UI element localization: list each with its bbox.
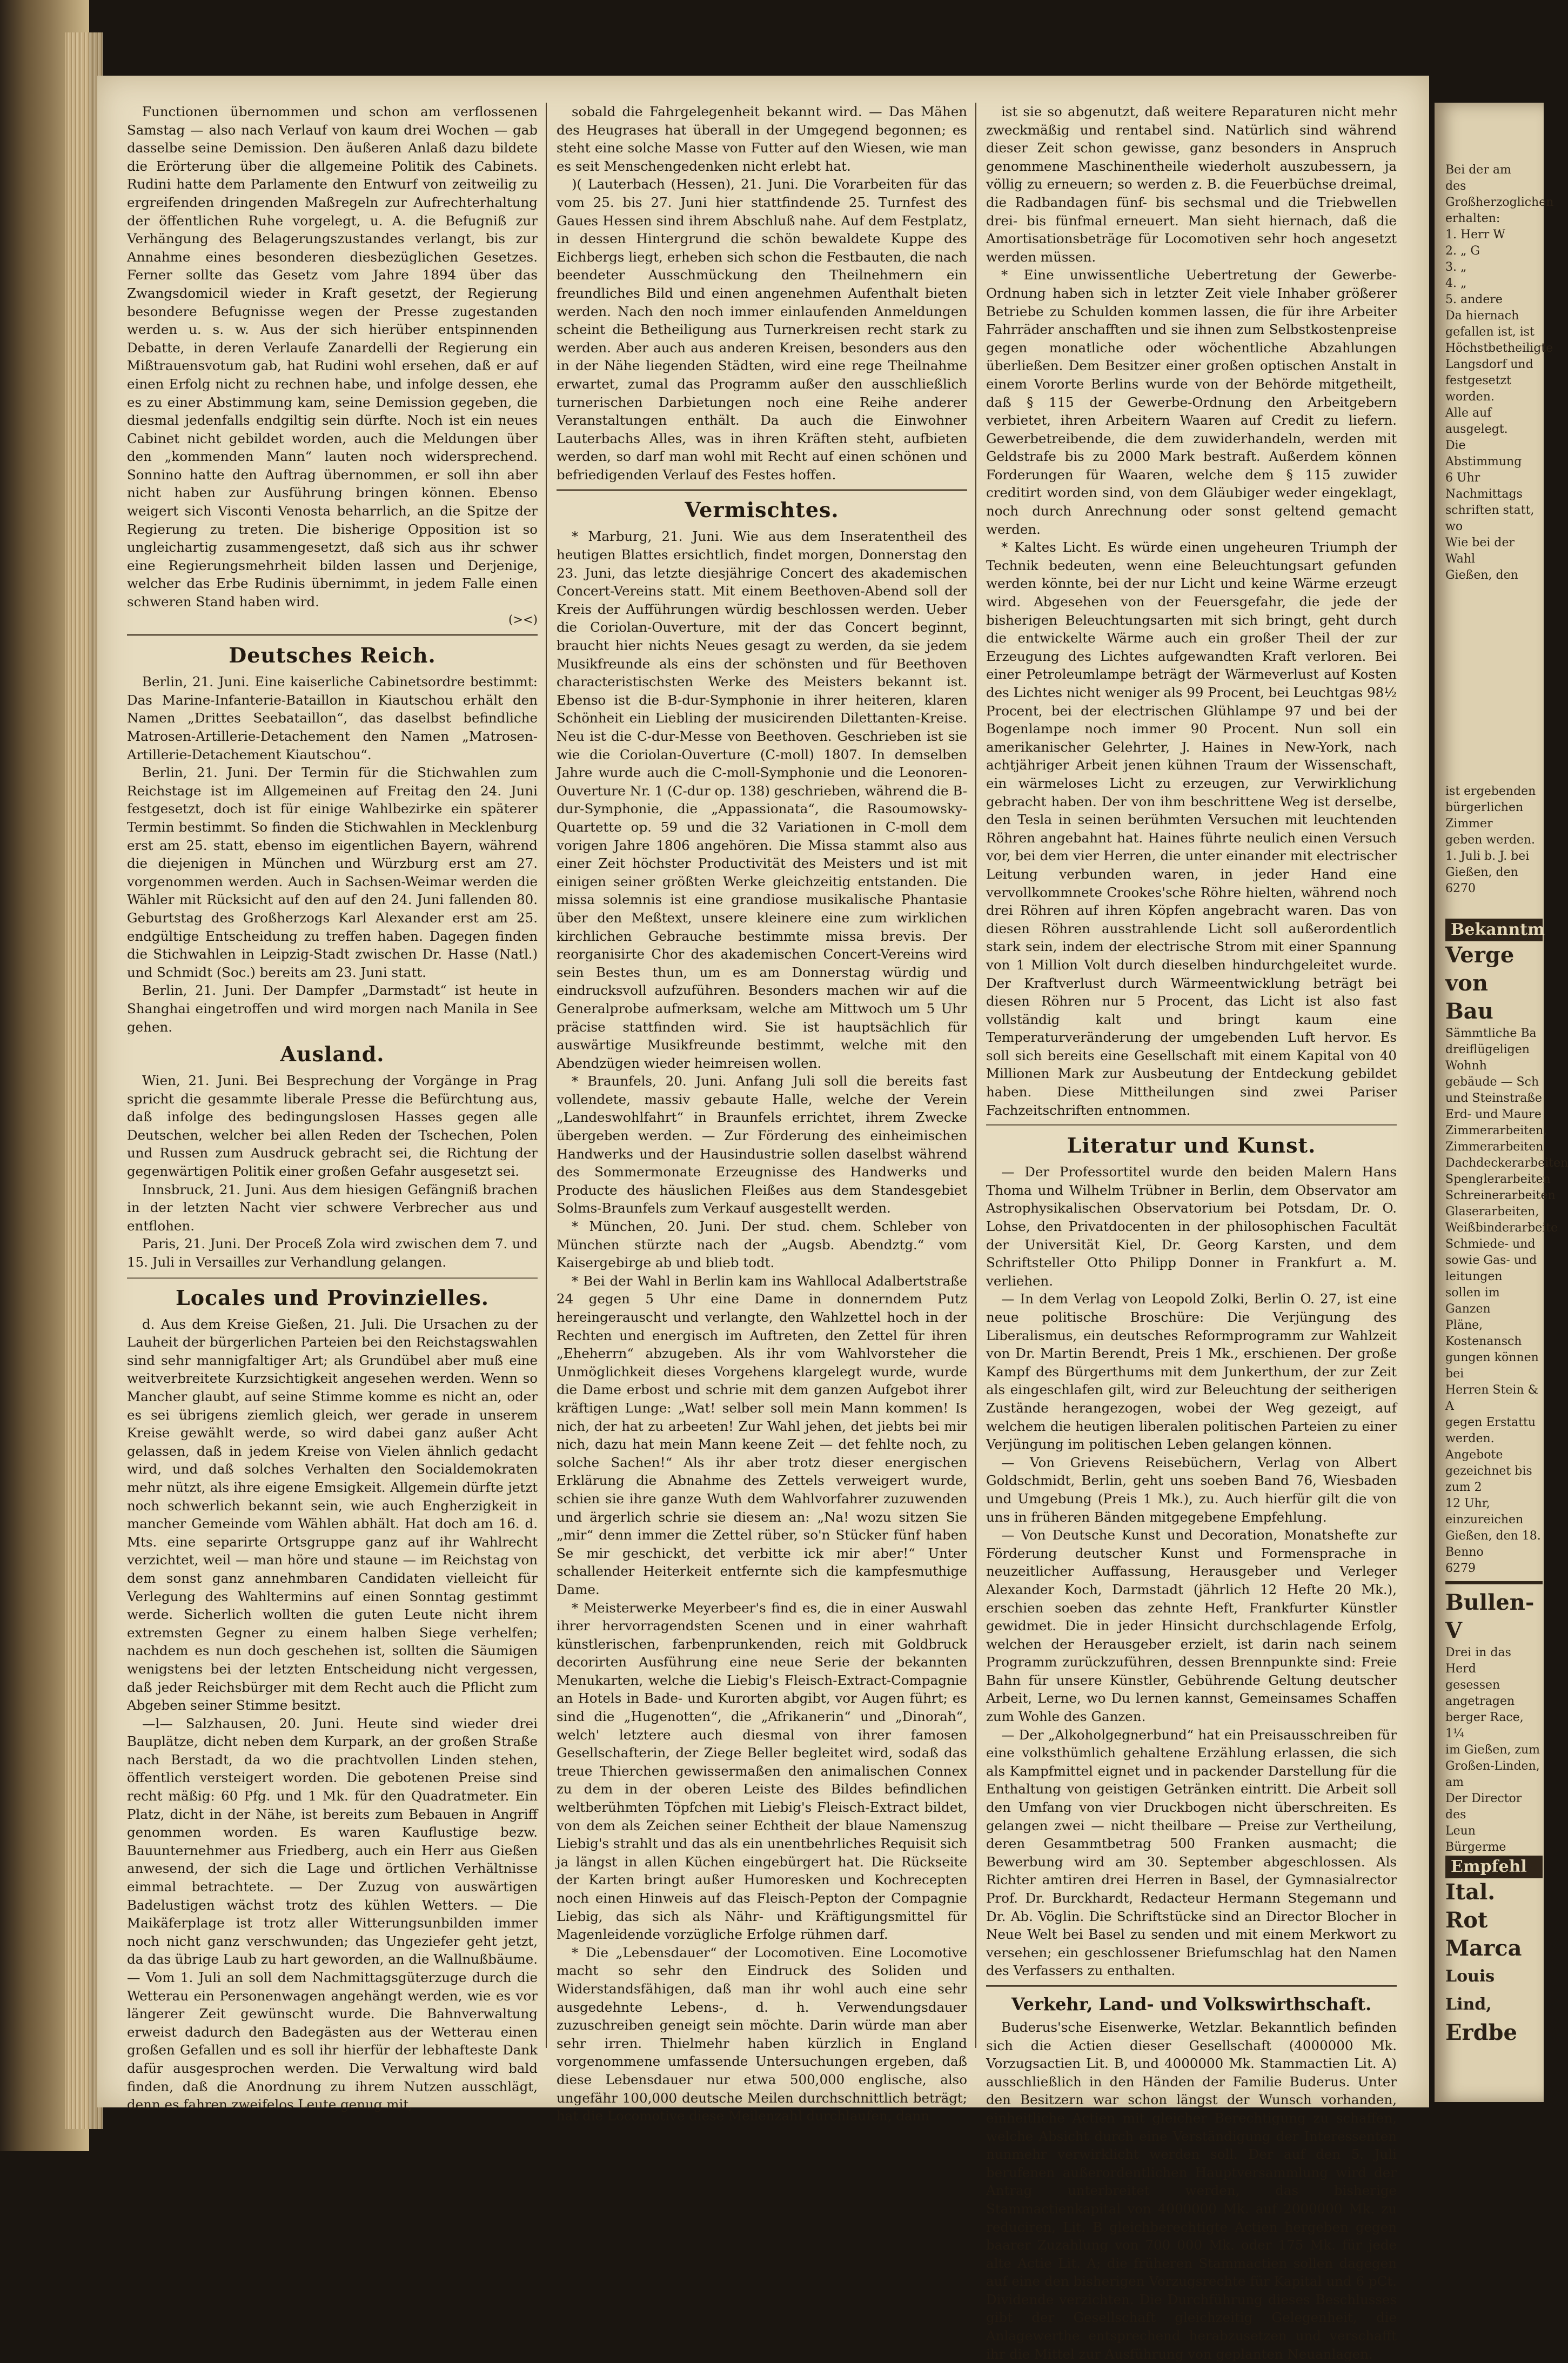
article-text: * Bei der Wahl in Berlin kam ins Wahllocal Adalbertstraße 24 gegen 5 Uhr eine Dame in donnerndem Putz hereingerauscht und verlangte, den Wahlzettel hoch in der Rechten und energisch im Auftreten, den Zettel für ihren „Eheherrn“ abzugeben. Als ihr vom Wahlvorsteher die Unmöglichkeit dieses Vorgehens klargelegt wurde, wurde die Dame erbost und schrie mit dem ganzen Aufgebot ihrer kräftigen Lunge: „Wat! selber soll mein Mann kommen! Is nich, der hat zu arbeeten! Zur Wahl jehen, det jiebts bei mir nich, dazu hat mein Mann keene Zeit — det fehlte noch, zu solche Sachen!“ Als ihr aber trotz dieser energischen Erklärung die Abnahme des Zettels verweigert wurde, schien sie ihre ganze Wuth dem Wahlvorfahrer zuzuwenden und ärgerlich schrie sie diesem an: „Na! wozu sitzen Sie „mir“ denn immer die Zettel rüber, so'n Stücker fünf haben Se mir geschickt, det verbitte ick mir aber!“ Unter schallender Heiterkeit entfernte sich die kampfesmuthige Dame. — [557, 1273, 967, 1597]
facing-line: 6 Uhr Nachmittags — [1445, 471, 1523, 501]
facing-line: 1. Herr W — [1445, 228, 1505, 242]
ad-text — [1445, 1026, 1568, 1577]
article-text: Berlin, 21. Juni. Der Termin für die Stichwahlen zum Reichstage ist im Allgemeinen auf Freitag den 24. Juni festgesetzt, doch ist für einige Wahlbezirke ein späterer Termin bestimmt. So finden die Stichwahlen in Mecklenburg erst am 25. statt, ebenso im eigentlichen Bayern, während die diejenigen in München und Würzburg erst am 27. vorgenommen werden. Auch in Sachsen-Weimar werden die Wähler mit Rücksicht auf den auf den 24. Juni fallenden 80. Geburtstag des Großherzogs Karl Alexander erst am 25. endgültige Entscheidung zu treffen haben. Dagegen finden die Stichwahlen in Leipzig-Stadt zwischen Dr. Hasse (Natl.) und Schmidt (Soc.) bereits am 23. Juni statt. — [127, 765, 538, 980]
column-3 — [986, 103, 1397, 2362]
divider — [557, 489, 967, 491]
facing-line: geben werden. — [1445, 833, 1535, 847]
facing-line: Leun — [1445, 1824, 1476, 1838]
section-heading: Locales und Provinzielles. — [175, 1285, 490, 1310]
divider — [1445, 1581, 1543, 1584]
ad-title: Bullen-V — [1445, 1590, 1535, 1643]
facing-line: Alle auf — [1445, 406, 1492, 420]
facing-line: Bürgerme — [1445, 1840, 1506, 1854]
facing-page-fragment — [1435, 103, 1568, 2102]
facing-line: Drei in das Herd — [1445, 1646, 1511, 1676]
ad-heading: Empfehl — [1445, 1856, 1543, 1878]
article-text: Berlin, 21. Juni. Der Dampfer „Darmstadt“ ist heute in Shanghai eingetroffen und wird morgen nach Manila in See gehen. — [127, 982, 538, 1035]
divider — [986, 1124, 1397, 1126]
newspaper-page — [97, 76, 1429, 2362]
facing-line: dreiflügeligen Wohnh — [1445, 1043, 1530, 1073]
facing-line: 1. Juli b. J. bei — [1445, 849, 1530, 863]
article-text: ist sie so abgenutzt, daß weitere Reparaturen nicht mehr zweckmäßig und rentabel sind. Natürlich sind während dieser Zeit schon gewisse, ganz besonders in Anspruch genommene Maschinentheile wiederholt auszubessern, ja völlig zu erneuern; so werden z. B. die Feuerbüchse dreimal, die Radbandagen fünf- bis sechsmal und die Triebwellen drei- bis fünfmal erneuert. Man sieht hiernach, daß die Amortisationsbeträge für Locomotiven sehr hoch angesetzt werden müssen. — [986, 104, 1397, 265]
section-heading: Ausland. — [280, 1042, 385, 1067]
facing-line: Höchstbetheiligte — [1445, 342, 1553, 355]
facing-line: werden. Angebote — [1445, 1432, 1503, 1462]
facing-line: Herren Stein & A — [1445, 1383, 1539, 1413]
facing-line: Erd- und Maure — [1445, 1108, 1542, 1121]
article-text: )( Lauterbach (Hessen), 21. Juni. Die Vorarbeiten für das vom 25. bis 27. Juni hier stattfindende 25. Turnfest des Gaues Hessen sind ihrem Abschluß nahe. Auf dem Festplatz, in dessen Hintergrund die schön bewaldete Kuppe des Eichbergs liegt, erheben sich schon die Festbauten, die nach beendeter Ausschmückung den Theilnehmern ein freundliches Bild und einen angenehmen Aufenthalt bieten werden. Nach den noch immer einlaufenden Anmeldungen scheint die Betheiligung aus Turnerkreisen recht stark zu werden. Aber auch aus anderen Kreisen, besonders aus den in der Nähe liegenden Städten, wird eine rege Theilnahme erwartet, zumal das Programm außer den ausschließlich turnerischen Darbietungen noch eine Reihe anderer Veranstaltungen enthält. Da auch die Einwohner Lauterbachs Alles, was in ihren Kräften steht, aufbieten werden, so darf man wohl mit Recht auf einen schönen und befriedigenden Verlauf des Festes hoffen. — [557, 176, 967, 483]
article-text: * Kaltes Licht. Es würde einen ungeheuren Triumph der Technik bedeuten, wenn eine Beleuchtungsart gefunden werden könnte, bei der nur Licht und keine Wärme erzeugt wird. Abgesehen von der Feuersgefahr, die jede der bisherigen Beleuchtungsarten mit sich bringt, geht durch die entwickelte Wärme auch ein großer Theil der zur Erzeugung des Lichtes aufgewandten Kraft verloren. Bei einer Petroleumlampe beträgt der Wärmeverlust auf Kosten des Lichtes nicht weniger als 99 Procent, bei Leuchtgas 98½ Procent, bei der electrischen Glühlampe 97 und bei der Bogenlampe noch immer 90 Procent. Nun soll ein amerikanischer Gelehrter, J. Haines in New-York, nach achtjähriger Arbeit jenen kühnen Traum der Wissenschaft, ein wärmeloses Licht zu erzeugen, zur Verwirklichung gebracht haben. Der von ihm beschrittene Weg ist derselbe, den Tesla in seinen berühmten Versuchen mit leuchtenden Röhren angebahnt hat. Haines führte neulich einen Versuch vor, bei dem vier Herren, die unter einander mit electrischer Leitung verbunden waren, in jeder Hand eine vervollkommnete Crookes'sche Röhre hielten, während noch drei Röhren auf ihren Köpfen angebracht waren. Das von diesen Röhren ausstrahlende Licht soll außerordentlich stark sein, indem der electrische Strom mit einer Spannung von 1 Million Volt durch dieselben hindurchgeleitet wurde. Der Kraftverlust durch Wärmeentwicklung beträgt bei diesen Röhren nur 5 Procent, das Licht ist also fast vollständig kalt und bringt kaum eine Temperaturveränderung der umgebenden Luft hervor. Es soll sich bereits eine Gesellschaft mit einem Kapital von 40 Millionen Mark zur Ausbeutung der Entdeckung gebildet haben. Diese Mittheilungen sind zwei Pariser Fachzeitschriften entnommen. — [986, 539, 1397, 1118]
facing-line: festgesetzt worden. — [1445, 374, 1511, 404]
ad-title: Verge — [1445, 942, 1515, 968]
facing-line: Langsdorf und — [1445, 358, 1533, 371]
facing-line: 6270 — [1445, 882, 1476, 895]
article-text: —l— Salzhausen, 20. Juni. Heute sind wieder drei Bauplätze, dicht neben dem Kurpark, an der großen Straße nach Berstadt, da wo die prachtvollen Linden stehen, öffentlich versteigert worden. Die gebotenen Preise sind recht mäßig: 60 Pfg. und 1 Mk. für den Quadratmeter. Ein Platz, dicht in der Nähe, ist bereits zum Bebauen in Angriff genommen worden. Es waren Kauflustige bezw. Bauunternehmer aus Friedberg, auch ein Herr aus Gießen anwesend, der sich die Lage und örtlichen Verhältnisse eimmal betrachtete. — Der Zuzug von auswärtigen Badelustigen wächst trotz des kühlen Wetters. — Die Maikäferplage ist trotz aller Witterungsunbilden immer noch nicht ganz verschwunden; das Ungeziefer geht jetzt, da das übrige Laub zu hart geworden, an die Wallnußbäume. — Vom 1. Juli an soll dem Nachmittagsgüterzuge durch die Wetterau ein Personenwagen angehängt werden, wie es vor längerer Zeit gewünscht wurde. Die Bahnverwaltung erweist dadurch den Badegästen aus der Wetterau einen großen Gefallen und es soll ihr hierfür der lebhafteste Dank dafür ausgesprochen werden. Die Verwaltung wird bald finden, daß die Anordnung zu ihrem Nutzen ausschlägt, denn es fahren zweifelos Leute genug mit, — [127, 1715, 538, 2113]
ad-text — [1445, 1645, 1543, 1856]
article-text: — Von Grievens Reisebüchern, Verlag von Albert Goldschmidt, Berlin, geht uns soeben Band 76, Wiesbaden und Umgebung (Preis 1 Mk.), zu. Auch hierfür gilt die von uns in früheren Bänden mitgegebene Empfehlung. — [986, 1454, 1397, 1525]
facing-line: Sämmtliche Ba — [1445, 1027, 1537, 1040]
section-heading: Deutsches Reich. — [229, 643, 436, 668]
facing-ads — [1445, 919, 1568, 2047]
facing-line: sollen im Ganzen — [1445, 1286, 1500, 1316]
article-text: * München, 20. Juni. Der stud. chem. Schleber von München stürzte nach der „Augsb. Abendztg.“ vom Kaisergebirge ab und blieb todt. — [557, 1219, 967, 1271]
ad-title: Marca — [1445, 1936, 1522, 1961]
article-text: * Die „Lebensdauer“ der Locomotiven. Eine Locomotive macht so sehr den Eindruck des Soliden und Widerstandsfähigen, daß man ihr wohl auch eine sehr ausgedehnte Lebens-, d. h. Verwendungsdauer zuzuschreiben geneigt sein möchte. Darin würde man aber sehr irren. Thielmehr haben kürzlich in England vorgenommene umfassende Untersuchungen ergeben, daß diese Lebensdauer nur etwa 500,000 englische, also ungefähr 100,000 deutsche Meilen durchschnittlich beträgt; hat die Locomotive diese Meilenzahl durchlaufen, dann — [557, 1944, 967, 2124]
facing-line: 3. „ — [1445, 260, 1467, 274]
facing-line: gefallen ist, ist — [1445, 325, 1535, 339]
facing-line: im Gießen, zum — [1445, 1743, 1540, 1757]
article-text: Berlin, 21. Juni. Eine kaiserliche Cabinetsordre bestimmt: Das Marine-Infanterie-Bataillon in Kiautschou erhält den Namen „Drittes Seebataillon“, das daselbst befindliche Matrosen-Artillerie-Detachement den Namen „Matrosen-Artillerie-Detachement Kiautschou“. — [127, 674, 538, 762]
facing-line: Glaserarbeiten, — [1445, 1205, 1539, 1219]
facing-line: Wie bei der Wahl — [1445, 536, 1515, 566]
facing-line: gegen Erstattu — [1445, 1416, 1536, 1429]
ad-title: Ital. Rot — [1445, 1879, 1496, 1933]
divider — [127, 634, 538, 636]
ad-heading: Bekanntm — [1445, 919, 1543, 941]
facing-line: Großen-Linden, am — [1445, 1759, 1540, 1789]
facing-line: Zimmer — [1445, 817, 1493, 831]
article-text: — Von Deutsche Kunst und Decoration, Monatshefte zur Förderung deutscher Kunst und Formensprache in neuzeitlicher Auffassung, Herausgeber und Verleger Alexander Koch, Darmstadt (jährlich 12 Hefte 20 Mk.), erschien soeben das zehnte Heft, Frankfurter Künstler gewidmet. Die in jeder Hinsicht durchschlagende Erfolg, welchen der Herausgeber erzielt, ist darin nach seinem Programm zurückzuführen, dessen Brennpunkte sind: Freie Bahn für unsere Künstler, Gebührende Geltung deutscher Arbeit, Lerne, wo Du lernen kannst, Gemeinsames Schaffen zum Wohle des Ganzen. — [986, 1527, 1397, 1725]
facing-line: gesessen angetragen — [1445, 1678, 1515, 1708]
ad-title: Erdbe — [1445, 2020, 1517, 2045]
facing-line: 12 Uhr, einzureichen — [1445, 1497, 1524, 1527]
facing-line: Weißbinderarbeite — [1445, 1221, 1558, 1235]
facing-line: leitungen — [1445, 1270, 1503, 1283]
facing-line: und Steinstraße — [1445, 1092, 1543, 1105]
facing-line: Gießen, den — [1445, 568, 1518, 582]
divider — [986, 1985, 1397, 1987]
facing-line: ausgelegt. — [1445, 423, 1508, 436]
facing-line: gungen können bei — [1445, 1351, 1539, 1381]
article-text: — Der „Alkoholgegnerbund“ hat ein Preisausschreiben für eine volksthümlich gehaltene Erzählung erlassen, die sich als Kampfmittel eignet und in packender Darstellung für die Enthaltung von geistigen Getränken eintritt. Die Arbeit soll den Umfang von vier Druckbogen nicht überschreiten. Es gelangen zwei — nicht theilbare — Preise zur Vertheilung, deren Gesammtbetrag 500 Franken ausmacht; die Bewerbung wird am 30. September abgeschlossen. Als Richter amtiren drei Herren in Basel, der Gymnasialrector Prof. Dr. Burckhardt, Redacteur Hermann Stegemann und Dr. Ab. Vöglin. Die Schriftstücke sind an Director Blocher in Neue Welt bei Basel zu senden und mit einem Merkwort zu versehen; ein geschlossener Briefumschlag hat den Namen des Verfassers zu enthalten. — [986, 1726, 1397, 1979]
article-text: * Marburg, 21. Juni. Wie aus dem Inseratentheil des heutigen Blattes ersichtlich, findet morgen, Donnerstag den 23. Juni, das letzte diesjährige Concert des akademischen Concert-Vereins statt. Mit einem Beethoven-Abend soll der Kreis der Aufführungen würdig beschlossen werden. Ueber die Coriolan-Ouverture, mit der das Concert beginnt, braucht hier nichts Neues gesagt zu werden, da sie jedem Musikfreunde als eins der schönsten und für Beethoven characteristischsten Werke des Meisters bekannt ist. Ebenso ist die B-dur-Symphonie in ihrer heiteren, klaren Schönheit ein Liebling der musicirenden Dilettanten-Kreise. Neu ist die C-dur-Messe von Beethoven. Geschrieben ist sie wie die Coriolan-Ouverture (C-moll) 1807. In demselben Jahre wurde auch die C-moll-Symphonie und die Leonoren-Ouverture Nr. 1 (C-dur op. 138) geschrieben, während die B-dur-Symphonie, die „Appassionata“, die Rasoumowsky-Quartette op. 59 und die 32 Variationen in C-moll dem vorigen Jahre 1806 angehören. Die Missa stammt also aus einer Zeit höchster Productivität des Meisters und ist mit einigen seiner größten Werke gleichzeitig entstanden. Die missa solemnis ist eine grandiose musikalische Phantasie über den Meßtext, unsere kleinere eine zum wirklichen kirchlichen Gebrauche bestimmte missa brevis. Der reorganisirte Chor des akademischen Concert-Vereins wird sein Bestes thun, um es am Donnerstag würdig und eindrucksvoll aufzuführen. Besonders machen wir auf die Generalprobe aufmerksam, welche am Mittwoch um 5 Uhr präcise stattfinden wird. Sie ist hauptsächlich für auswärtige Musikfreunde bestimmt, welche mit den Abendzügen wieder heimreisen wollen. — [557, 528, 967, 1071]
article-text: Wien, 21. Juni. Bei Besprechung der Vorgänge in Prag spricht die gesammte liberale Presse die Befürchtung aus, daß infolge des bedingungslosen Hasses gegen alle Deutschen, welcher bei allen Reden der Tschechen, Polen und Russen zum Ausdruck gebracht sei, die Richtung der gegenwärtigen Politik einer großen Gefahr ausgesetzt sei. — [127, 1073, 538, 1180]
facing-line: Pläne, Kostenansch — [1445, 1318, 1522, 1348]
facing-line: gebäude — Sch — [1445, 1075, 1539, 1089]
facing-line: Zimmerarbeiten — [1445, 1140, 1544, 1154]
article-text: Buderus'sche Eisenwerke, Wetzlar. Bekanntlich befinden sich die Actien dieser Gesellschaft (4000000 Mk. Vorzugsactien Lit. B, und 4000000 Mk. Stammactien Lit. A) ausschließlich in den Händen der Familie Buderus. Unter den Besitzern war schon längst der Wunsch vorhanden, einheitliche Actien mit gleicher Berechtigung zu schaffen, welche Absicht durch eine Verständigung der Interessenten nunmehr verwirklicht werden soll. Der auf den 5. Juli berufenen außerordentlichen Hauptversammlung wird der Antrag unterbreitet werden, das bisherige Stammactienkapital von 4000000 Mk. auf 2000000 Mk. zu reduciren, Lit. B gleichberechtigte Actien hergeben gegen baarer Zuzahlung von 700 000 Mk. oder 175 Mk. für jede alte Actie Lit. A; die früheren Stammactien sollen dagegen auf eine den bisherigen Vorzugsrechte für Kapital und 6 pCt. Dividende verzichten. Die Durchführung dieses Beschlusses gibt der Gesellschaft gleichzeitig Gelegenheit, die Anlagewerthe entsprechend herabzusetzen und verschafft ihr die Mittel zur Ausführung von geplanten Neuanlagen. — [986, 2019, 1397, 2362]
facing-line: Gießen, den 18. — [1445, 1529, 1541, 1543]
facing-text-mid — [1445, 784, 1543, 897]
facing-line: des Großherzoglichen — [1445, 179, 1554, 209]
article-text: sobald die Fahrgelegenheit bekannt wird. — Das Mähen des Heugrases hat überall in der Umgegend begonnen; es steht eine solche Masse von Futter auf den Wiesen, wie man es seit Menschengedenken nicht erlebt hat. — [557, 104, 967, 174]
article-text: * Eine unwissentliche Uebertretung der Gewerbe-Ordnung haben sich in letzter Zeit viele Inhaber größerer Betriebe zu Schulden kommen lassen, die für ihre Arbeiter Fahrräder anschafften und sie ihnen zum Selbstkostenpreise gegen monatliche oder wöchentliche Abzahlungen überließen. Dem Besitzer einer großen optischen Anstalt in einem Vororte Berlins wurde von der Behörde mitgetheilt, daß § 115 der Gewerbe-Ordnung den Arbeitgebern verbietet, ihren Arbeitern Waaren auf Credit zu liefern. Gewerbetreibende, die dem zuwiderhandeln, werden mit Geldstrafe bis zu 2000 Mark bestraft. Außerdem können Forderungen für Waaren, welche dem § 115 zuwider creditirt worden sind, von dem Gläubiger weder eingeklagt, noch durch Anrechnung oder sonst geltend gemacht werden. — [986, 267, 1397, 537]
facing-line: Schreinerarbeiten — [1445, 1189, 1556, 1202]
facing-line: erhalten: — [1445, 212, 1500, 225]
ornament: (><) — [508, 613, 538, 627]
facing-line: ist ergebenden — [1445, 785, 1536, 798]
facing-line: Gießen, den — [1445, 866, 1518, 879]
column-1 — [127, 103, 538, 2113]
facing-line: berger Race, 1¼ — [1445, 1711, 1524, 1741]
facing-line: 2. „ G — [1445, 244, 1480, 258]
facing-line: Zimmerarbeiten, — [1445, 1124, 1547, 1137]
facing-line: Benno — [1445, 1545, 1484, 1559]
facing-line: 6279 — [1445, 1562, 1476, 1575]
article-text: Functionen übernommen und schon am verflossenen Samstag — also nach Verlauf von kaum drei Wochen — gab dasselbe seine Demission. Den äußeren Anlaß dazu bildete die Erörterung über die allgemeine Politik des Cabinets. Rudini hatte dem Parlamente den Entwurf von zeitweilig zu ergreifenden dringenden Maßregeln zur Aufrechterhaltung der öffentlichen Ruhe vorgelegt, u. A. die Befugniß zur Verhängung des Belagerungszustandes verlangt, bis zur Annahme eines besonderen diesbezüglichen Gesetzes. Ferner sollte das Gesetz vom Jahre 1894 über das Zwangsdomicil wieder in Kraft gesetzt, der Regierung besondere Befugnisse wegen der Presse zugestanden werden u. s. w. Aus der sich hierüber entspinnenden Debatte, in deren Verlaufe Zanardelli der Regierung ein Mißtrauensvotum gab, hat Rudini wohl ersehen, daß er auf einen Erfolg nicht zu rechnen habe, und infolge dessen, ehe es zu einer Abstimmung kam, seine Demission gegeben, die diesmal jedenfalls endgiltig sein dürfte. Noch ist ein neues Cabinet nicht gebildet worden, auch die Meldungen über den „kommenden Mann“ lauten noch widersprechend. Sonnino hatte den Auftrag übernommen, er soll ihn aber nicht haben zur Ausführung bringen können. Ebenso weigert sich Visconti Venosta beharrlich, an die Spitze der Regierung zu treten. Die bisherige Opposition ist so ungleichartig zusammengesetzt, daß sich aus ihr schwer eine Regierungsmehrheit bilden lassen und Derjenige, welcher das Erbe Rudinis übernimmt, in jedem Falle einen schweren Stand haben wird. — [127, 104, 538, 610]
facing-line: 4. „ — [1445, 277, 1467, 290]
facing-line: Schmiede- und — [1445, 1237, 1536, 1251]
article-text: * Meisterwerke Meyerbeer's find es, die in einer Auswahl ihrer hervorragendsten Scenen und in einer wahrhaft künstlerischen, farbenprunkenden, reich mit Goldbruck decorirten Ausführung eine neue Serie der bekannten Menukarten, welche die Liebig's Fleisch-Extract-Compagnie an Hotels in Bade- und Kurorten abgibt, vor Augen führt; es sind die „Hugenotten“, die „Afrikanerin“ und „Dinorah“, welch' letztere auch diesmal von ihrer famosen Gesellschafterin, der Ziege Beller begleitet wird, sodaß das treue Thierchen gewissermaßen den animalischen Connex zu dem in der oberen Leiste des Bildes befindlichen weltberühmten Töpfchen mit Liebig's Fleisch-Extract bildet, von dem als Zeichen seiner Echtheit der blaue Namenszug Liebig's strahlt und das als ein unentbehrliches Requisit sich ja längst in allen Küchen eingebürgert hat. Die Rückseite der Karten bringt außer Humoresken und Kochrecepten noch einen Hinweis auf das Fleisch-Pepton der Compagnie Liebig, das sich als Nähr- und Kräftigungsmittel für Magenleidende vorzügliche Erfolge rühmen darf. — [557, 1599, 967, 1943]
facing-line: Der Director des — [1445, 1792, 1522, 1822]
facing-line: sowie Gas- und — [1445, 1254, 1537, 1267]
section-heading: Vermischtes. — [685, 498, 839, 523]
column-2 — [557, 103, 967, 2124]
facing-line: 5. andere — [1445, 293, 1503, 306]
article-text: Paris, 21. Juni. Der Proceß Zola wird zwischen dem 7. und 15. Juli in Versailles zur Verhandlung gelangen. — [127, 1236, 538, 1270]
facing-text-top — [1445, 162, 1554, 584]
section-heading: Literatur und Kunst. — [1067, 1133, 1316, 1158]
column-rule — [975, 103, 976, 2048]
article-text: — In dem Verlag von Leopold Zolki, Berlin O. 27, ist eine neue politische Broschüre: Die Verjüngung des Liberalismus, ein deutsches Reformprogramm zur Wahlzeit von Dr. Martin Berendt, Preis 1 Mk., erschienen. Der große Kampf des Bürgerthums mit dem Junkerthum, der zur Zeit als eingeschlafen gilt, wird zur Beleuchtung der seitherigen Zustände herangezogen, wobei der Weg gezeigt, auf welchem die heutigen liberalen politischen Parteien zu einer Verjüngung im politischen Leben gelangen können. — [986, 1291, 1397, 1452]
facing-line: Die Abstimmung — [1445, 439, 1522, 468]
column-rule — [546, 103, 547, 2048]
facing-line: Bei der am — [1445, 163, 1511, 177]
facing-line: Dachdeckerarbeiten — [1445, 1156, 1568, 1170]
article-text: * Braunfels, 20. Juni. Anfang Juli soll die bereits fast vollendete, massiv gebaute Halle, welche der Verein „Landeswohlfahrt“ in Braunfels errichtet, ihrem Zwecke übergeben werden. — Zur Förderung des einheimischen Handwerks und der Hausindustrie sollen daselbst während des Sommermonate Erzeugnisse des Handwerks und Producte des häuslichen Fleißes aus dem Standesgebiet Solms-Braunfels zum Verkauf ausgestellt werden. — [557, 1073, 967, 1216]
ad-title: von Bau — [1445, 970, 1493, 1024]
article-text: — Der Professortitel wurde den beiden Malern Hans Thoma und Wilhelm Trübner in Berlin, dem Observator am Astrophysikalischen Observatorium bei Potsdam, Dr. O. Lohse, den Privatdocenten in der philosophischen Facultät der Universität Kiel, Dr. Georg Karsten, und dem Schriftsteller Otto Philipp Donner in Frankfurt a. M. verliehen. — [986, 1164, 1397, 1289]
section-heading: Verkehr, Land- und Volkswirthschaft. — [1011, 1993, 1372, 2014]
facing-line: Da hiernach — [1445, 309, 1519, 323]
facing-line: gezeichnet bis zum 2 — [1445, 1464, 1532, 1494]
facing-line: Spenglerarbeiten — [1445, 1173, 1551, 1186]
divider — [127, 1277, 538, 1278]
article-text: d. Aus dem Kreise Gießen, 21. Juli. Die Ursachen zu der Lauheit der bürgerlichen Parteien bei den Reichstagswahlen sind sehr mannigfaltiger Art; als Grundübel aber muß eine weitverbreitete Kurzsichtigkeit angesehen werden. Wenn so Mancher glaubt, auf seine Stimme komme es nicht an, oder es sei übrigens ziemlich gleich, wer gerade in unserem Kreise gewählt werde, so wird dabei ganz außer Acht gelassen, daß in jedem Kreise von Vielen ähnlich gedacht wird, und daß solches Verhalten den Socialdemokraten mehr nützt, als ihre eigene Emsigkeit. Allgemein dürfte jetzt noch schwerlich bekannt sein, wie auch Engherzigkeit in mancher Gemeinde vom Wählen abhält. Hat doch am 16. d. Mts. eine separirte Ortsgruppe ganz auf ihr Wahlrecht verzichtet, weil — man höre und staune — im Reichstag von dem sonst ganz annehmbaren Candidaten vielleicht für Verlegung des Wahltermins auf einen Sonntag gestimmt werde. Sicherlich wollten die guten Leute nicht ihrem extremsten Gegner zu einem halben Siege verhelfen; nachdem es nun doch geschehen ist, sollten die Säumigen wenigstens bei der letzten Entscheidung nicht vergessen, daß jeder Reichsbürger mit dem Recht auch die Pflicht zum Abgeben seiner Stimme besitzt. — [127, 1316, 538, 1713]
facing-line: bürgerlichen — [1445, 801, 1524, 814]
article-text: Innsbruck, 21. Juni. Aus dem hiesigen Gefängniß brachen in der letzten Nacht vier schwere Verbrecher aus und entflohen. — [127, 1181, 538, 1234]
facing-line: schriften statt, wo — [1445, 504, 1535, 533]
ad-title: Louis Lind, — [1445, 1967, 1495, 2014]
